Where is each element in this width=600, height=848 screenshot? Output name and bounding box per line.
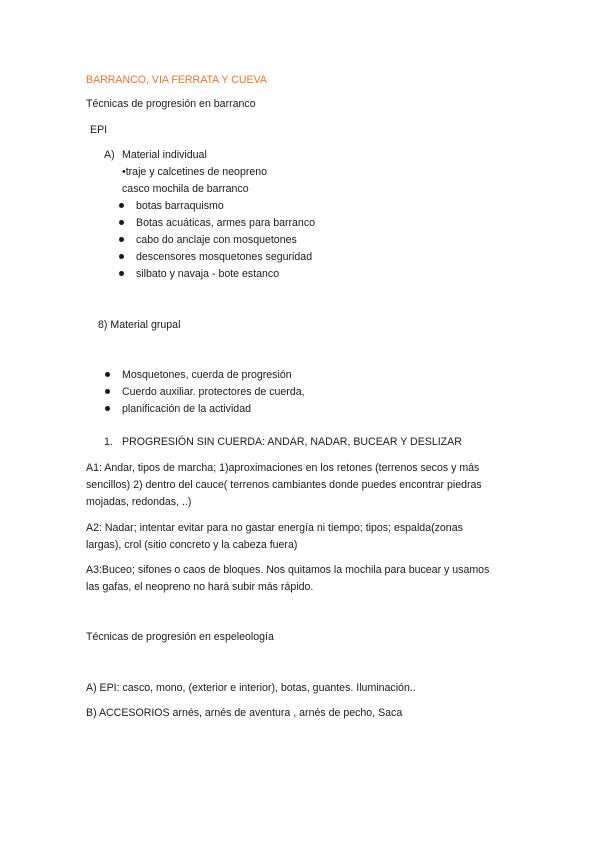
bullet-icon <box>119 271 124 276</box>
list-marker-a: A) <box>104 149 115 161</box>
paragraph-a2-line: A2: Nadar; intentar evitar para no gastar energía ni tiempo; tipos; espalda(zonas <box>86 522 463 534</box>
epi-label: EPI <box>90 124 108 136</box>
section-heading-barranco: Técnicas de progresión en barranco <box>86 98 256 110</box>
section-heading-espeleologia: Técnicas de progresión en espeleología <box>86 631 274 643</box>
paragraph-a1-line: A1: Andar, tipos de marcha; 1)aproximaciones en los retones (terrenos secos y más <box>86 462 480 474</box>
bullet-icon <box>105 372 110 377</box>
progresion-heading: PROGRESIÓN SIN CUERDA: ANDAR, NADAR, BUCEAR Y DESLIZAR <box>122 436 462 448</box>
list-item: botas barraquismo <box>136 200 224 212</box>
bullet-icon <box>119 203 124 208</box>
paragraph-a1-line: sencillos) 2) dentro del cauce( terrenos cambiantes donde puedes encontrar piedras <box>86 479 482 491</box>
list-item: Cuerdo auxiliar. protectores de cuerda, <box>122 386 305 398</box>
paragraph-a3-line: las gafas, el neopreno no hará subir más rápido. <box>86 581 314 593</box>
list-item: silbato y navaja - bote estanco <box>136 268 280 280</box>
list-item: cabo do anclaje con mosquetones <box>136 234 297 246</box>
material-individual-line1: •traje y calcetines de neopreno <box>122 166 268 178</box>
list-item: Botas acuáticas, armes para barranco <box>136 217 316 229</box>
bullet-icon <box>105 389 110 394</box>
material-grupal-heading: 8) Material grupal <box>98 319 181 331</box>
bullet-icon <box>119 220 124 225</box>
list-item: descensores mosquetones seguridad <box>136 251 313 263</box>
accesorios-line: B) ACCESORIOS arnés, arnés de aventura , arnés de pecho, Saca <box>86 707 403 719</box>
material-individual-heading: Material individual <box>122 149 207 161</box>
document-title: BARRANCO, VIA FERRATA Y CUEVA <box>86 74 267 86</box>
bullet-icon <box>119 237 124 242</box>
paragraph-a1-line: mojadas, redondas, ..) <box>86 496 192 508</box>
material-individual-line2: casco mochila de barranco <box>122 183 249 195</box>
bullet-icon <box>119 254 124 259</box>
paragraph-a3-line: A3:Buceo; sifones o caos de bloques. Nos quitamos la mochila para bucear y usamos <box>86 564 490 576</box>
paragraph-a2-line: largas), crol (sitio concreto y la cabeza fuera) <box>86 539 298 551</box>
list-item: planificación de la actividad <box>122 403 251 415</box>
list-marker-1: 1. <box>104 436 113 448</box>
epi-espeleologia-line: A) EPI: casco, mono, (exterior e interior), botas, guantes. Iluminación.. <box>86 682 416 694</box>
list-item: Mosquetones, cuerda de progresión <box>122 369 292 381</box>
bullet-icon <box>105 406 110 411</box>
